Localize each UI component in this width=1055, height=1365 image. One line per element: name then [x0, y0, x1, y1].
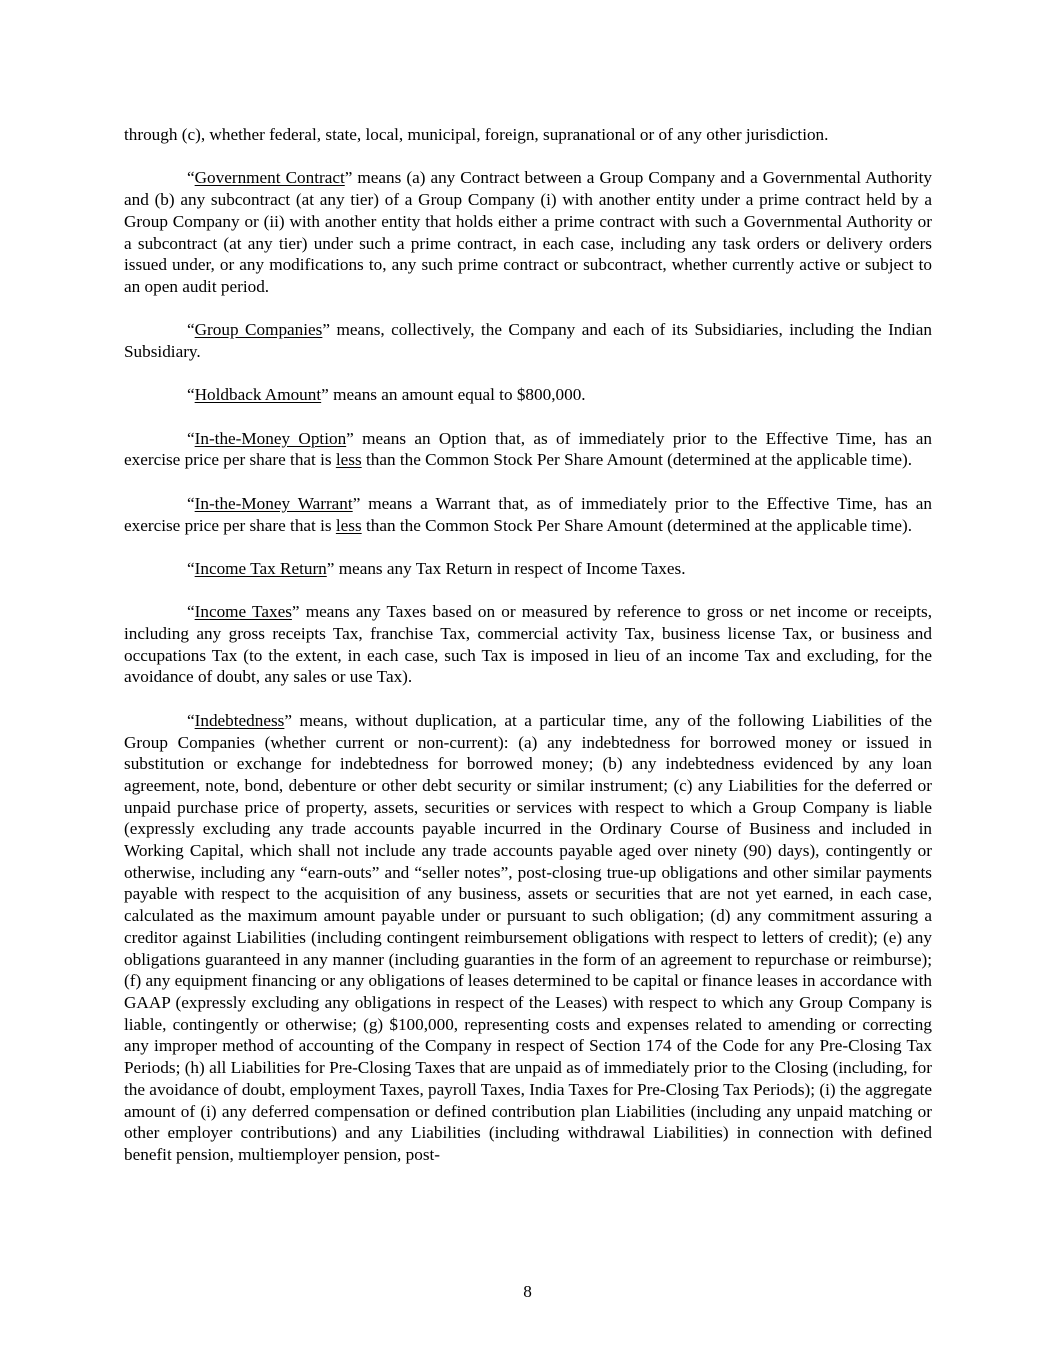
- open-quote: “: [187, 602, 195, 622]
- open-quote: “: [187, 385, 195, 405]
- open-quote: “: [187, 168, 195, 188]
- defined-term: Income Taxes: [194, 602, 292, 622]
- definition-income-tax-return: [124, 558, 932, 580]
- definition-text: ” means a Warrant that, as of immediately prior to the Effective Time, has an exercise price per share that is: [124, 493, 932, 535]
- definition-text: ” means an amount equal to $800,000.: [321, 385, 586, 405]
- definition-text: ” means, without duplication, at a particular time, any of the following Liabilities of the Group Companies (whether current or non-current): (a) any indebtedness for borrowed money or issued in substitution or exchange for indebtedness for borrowed money; (b) any indebtedness evidenced by any loan agreement, note, bond, debenture or other debt security or similar instrument; (c) any Liabilities for the deferred or unpaid purchase price of property, assets, securities or services with respect to which a Group Company is liable (expressly excluding any trade accounts payable incurred in the Ordinary Course of Business and included in Working Capital, which shall not include any trade accounts payable aged over ninety (90) days), contingently or otherwise, including any “earn-outs” and “seller notes”, post-closing true-up obligations and other similar payments payable with respect to the acquisition of any business, assets or securities that are not yet earned, in each case, calculated as the maximum amount payable under or pursuant to such obligation; (d) any commitment assuring a creditor against Liabilities (including contingent reimbursement obligations with respect to letters of credit); (e) any obligations guaranteed in any manner (including guaranties in the form of an agreement to repurchase or reimburse); (f) any equipment financing or any obligations of leases determined to be capital or finance leases in accordance with GAAP (expressly excluding any obligations in respect of the Leases) with respect to which any Group Company is liable, contingently or otherwise; (g) $100,000, representing costs and expenses related to amending or correcting any improper method of accounting of the Company in respect of Section 174 of the Code for any Pre-Closing Tax Periods; (h) all Liabilities for Pre-Closing Taxes that are unpaid as of immediately prior to the Closing (including, for the avoidance of doubt, employment Taxes, payroll Taxes, India Taxes for Pre-Closing Tax Periods); (i) the aggregate amount of (i) any deferred compensation or defined contribution plan Liabilities (including any unpaid matching or other employer contributions) and any Liabilities (including withdrawal Liabilities) in connection with defined benefit pension, multiemployer pension, post-: [124, 710, 932, 1164]
- defined-term: Government Contract: [194, 168, 345, 188]
- definition-text: than the Common Stock Per Share Amount (determined at the applicable time).: [361, 515, 912, 535]
- definition-text: than the Common Stock Per Share Amount (determined at the applicable time).: [361, 450, 912, 470]
- definition-holdback-amount: [124, 384, 932, 406]
- definition-text: ” means any Tax Return in respect of Income Taxes.: [326, 558, 686, 578]
- defined-term: Group Companies: [194, 320, 323, 340]
- emphasis-word: less: [335, 515, 362, 535]
- open-quote: “: [187, 428, 195, 448]
- open-quote: “: [187, 320, 195, 340]
- open-quote: “: [187, 493, 195, 513]
- definition-text: ” means any Taxes based on or measured by reference to gross or net income or receipts, including any gross receipts Tax, franchise Tax, commercial activity Tax, business license Tax, or business and occupations Tax (to the extent, in each case, such Tax is imposed in lieu of an income Tax and excluding, for the avoidance of doubt, any sales or use Tax).: [124, 602, 932, 687]
- defined-term: In-the-Money Warrant: [194, 493, 353, 513]
- emphasis-word: less: [335, 450, 362, 470]
- definition-group-companies: [124, 319, 932, 362]
- definition-indebtedness: [124, 710, 932, 1166]
- document-page: [124, 124, 932, 1187]
- paragraph-text: through (c), whether federal, state, local, municipal, foreign, supranational or of any other jurisdiction.: [124, 125, 829, 144]
- definition-in-the-money-warrant: [124, 493, 932, 536]
- defined-term: Income Tax Return: [194, 558, 327, 578]
- paragraph-continuation: [124, 124, 932, 146]
- defined-term: Indebtedness: [194, 710, 285, 730]
- open-quote: “: [187, 710, 195, 730]
- defined-term: Holdback Amount: [194, 385, 322, 405]
- open-quote: “: [187, 558, 195, 578]
- page-number: 8: [523, 1282, 532, 1301]
- definition-text: ” means an Option that, as of immediately prior to the Effective Time, has an exercise price per share that is: [124, 428, 932, 470]
- definition-text: ” means (a) any Contract between a Group Company and a Governmental Authority and (b) any subcontract (at any tier) of a Group Company (i) with another entity under a prime contract held by a Group Company or (ii) with another entity that holds either a prime contract with such a Governmental Authority or a subcontract (at any tier) under such a prime contract, in each case, including any task orders or delivery orders issued under, or any modifications to, any such prime contract or subcontract, whether currently active or subject to an open audit period.: [124, 168, 932, 296]
- definition-in-the-money-option: [124, 428, 932, 471]
- defined-term: In-the-Money Option: [194, 428, 347, 448]
- definition-government-contract: [124, 167, 932, 297]
- definition-income-taxes: [124, 601, 932, 688]
- definition-text: ” means, collectively, the Company and each of its Subsidiaries, including the Indian Subsidiary.: [124, 320, 932, 361]
